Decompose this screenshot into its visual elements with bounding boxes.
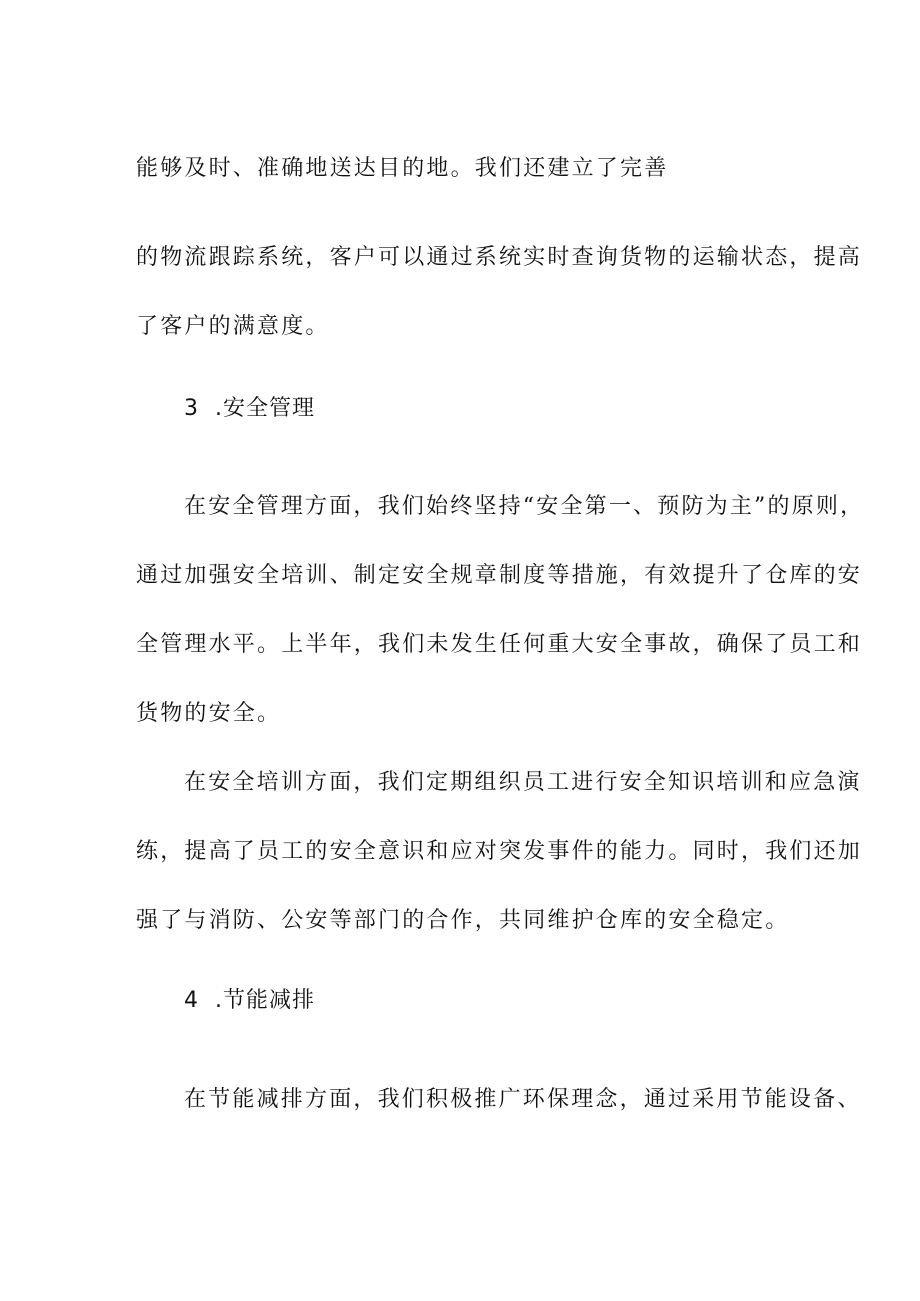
paragraph-2-line-4: 货物的安全。	[136, 701, 282, 726]
paragraph-2-line-3: 全管理水平。上半年，我们未发生任何重大安全事故，确保了员工和	[136, 632, 863, 657]
paragraph-4-line-1: 在节能减排方面，我们积极推广环保理念，通过采用节能设备、	[184, 1087, 862, 1112]
paragraph-3-line-3: 强了与消防、公安等部门的合作，共同维护仓库的安全稳定。	[136, 908, 790, 933]
paragraph-1-line-1: 能够及时、准确地送达目的地。我们还建立了完善	[136, 156, 669, 181]
paragraph-3-line-2: 练，提高了员工的安全意识和应对突发事件的能力。同时，我们还加	[136, 839, 863, 864]
paragraph-1-line-2: 的物流跟踪系统，客户可以通过系统实时查询货物的运输状态，提高	[136, 245, 863, 270]
paragraph-2-line-1: 在安全管理方面，我们始终坚持“安全第一、预防为主”的原则，	[184, 494, 865, 519]
section-3-number: 3	[184, 396, 199, 421]
section-3-heading	[184, 396, 315, 422]
section-4-number: 4	[184, 988, 199, 1013]
section-4-title: .节能减排	[215, 988, 315, 1013]
section-4-heading	[184, 988, 315, 1014]
paragraph-1-line-3: 了客户的满意度。	[136, 314, 330, 339]
paragraph-2-line-2: 通过加强安全培训、制定安全规章制度等措施，有效提升了仓库的安	[136, 563, 863, 588]
paragraph-3-line-1: 在安全培训方面，我们定期组织员工进行安全知识培训和应急演	[184, 770, 862, 795]
section-3-title: .安全管理	[215, 396, 315, 421]
